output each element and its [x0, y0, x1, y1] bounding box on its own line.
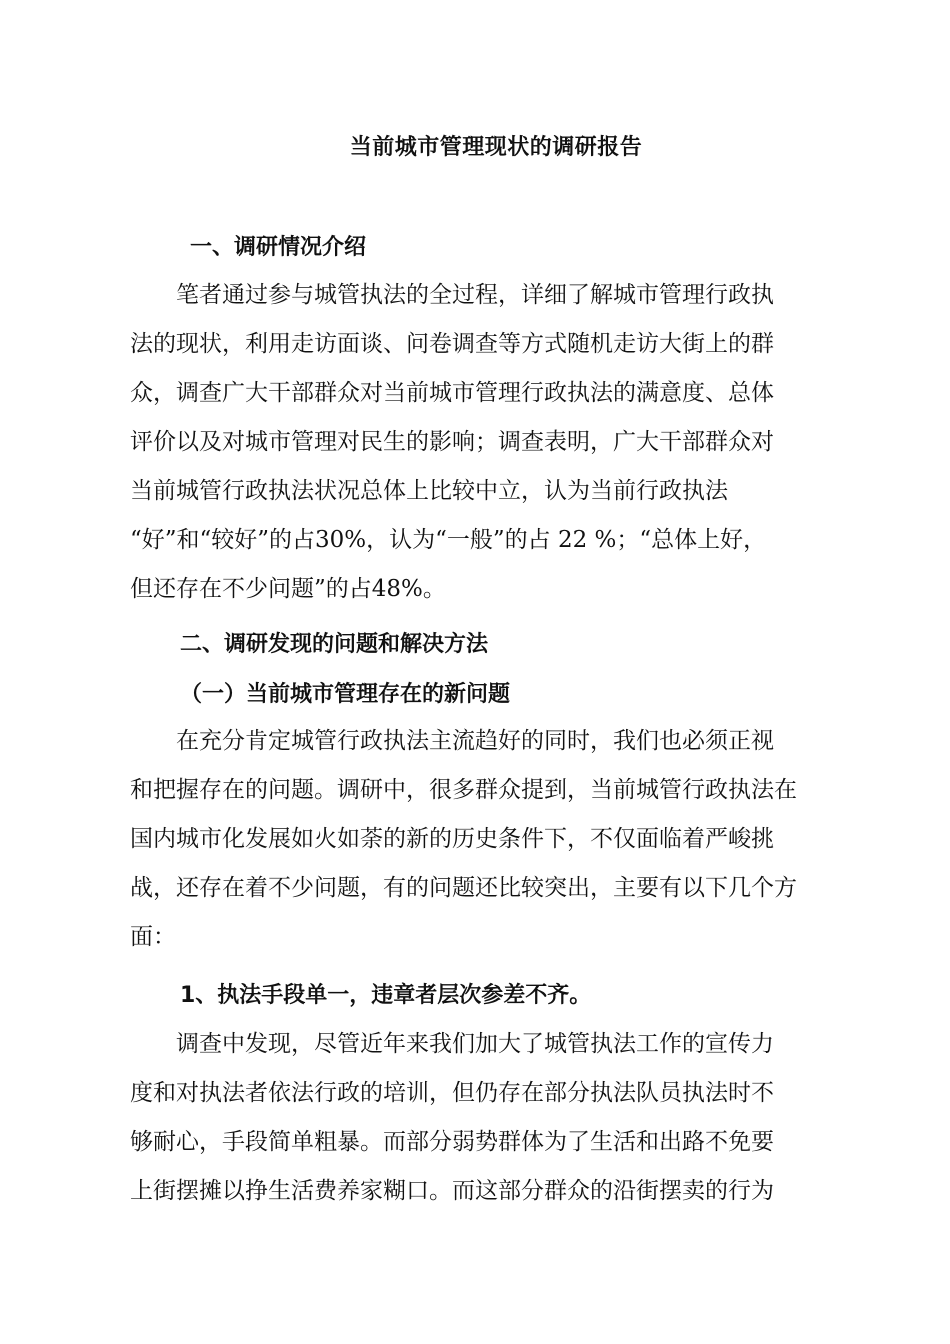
- paragraph-line: 战，还存在着不少问题，有的问题还比较突出，主要有以下几个方: [130, 875, 797, 901]
- paragraph-line: 但还存在不少问题”的占48%。: [130, 576, 446, 602]
- paragraph-line: 当前城管行政执法状况总体上比较中立，认为当前行政执法: [130, 478, 728, 504]
- paragraph-line: 上街摆摊以挣生活费养家糊口。而这部分群众的沿街摆卖的行为: [130, 1178, 774, 1204]
- section-2-heading: 二、调研发现的问题和解决方法: [180, 632, 489, 657]
- paragraph-line: 国内城市化发展如火如荼的新的历史条件下，不仅面临着严峻挑: [130, 826, 774, 852]
- paragraph-line: “好”和“较好”的占30%，认为“一般”的占 22 %；“总体上好，: [130, 527, 767, 553]
- paragraph-line: 和把握存在的问题。调研中，很多群众提到，当前城管行政执法在: [130, 777, 797, 803]
- section-1-heading: 一、调研情况介绍: [190, 235, 367, 260]
- paragraph-line: 够耐心，手段简单粗暴。而部分弱势群体为了生活和出路不免要: [130, 1129, 774, 1155]
- paragraph-line: 众，调查广大干部群众对当前城市管理行政执法的满意度、总体: [130, 380, 774, 406]
- subsection-1-heading: （一）当前城市管理存在的新问题: [180, 682, 511, 707]
- paragraph-line: 调查中发现，尽管近年来我们加大了城管执法工作的宣传力: [176, 1031, 774, 1057]
- point-1-paragraph: [130, 1020, 850, 1216]
- paragraph-line: 法的现状，利用走访面谈、问卷调查等方式随机走访大街上的群: [130, 331, 774, 357]
- point-1-heading: 1、执法手段单一，违章者层次参差不齐。: [180, 983, 592, 1008]
- paragraph-line: 笔者通过参与城管执法的全过程，详细了解城市管理行政执: [176, 282, 774, 308]
- paragraph-line: 评价以及对城市管理对民生的影响；调查表明，广大干部群众对: [130, 429, 774, 455]
- section-1-paragraph: [130, 271, 850, 614]
- document-title: 当前城市管理现状的调研报告: [349, 135, 643, 160]
- paragraph-line: 面：: [130, 924, 176, 950]
- subsection-1-paragraph: [130, 717, 850, 962]
- paragraph-line: 度和对执法者依法行政的培训，但仍存在部分执法队员执法时不: [130, 1080, 774, 1106]
- paragraph-line: 在充分肯定城管行政执法主流趋好的同时，我们也必须正视: [176, 728, 774, 754]
